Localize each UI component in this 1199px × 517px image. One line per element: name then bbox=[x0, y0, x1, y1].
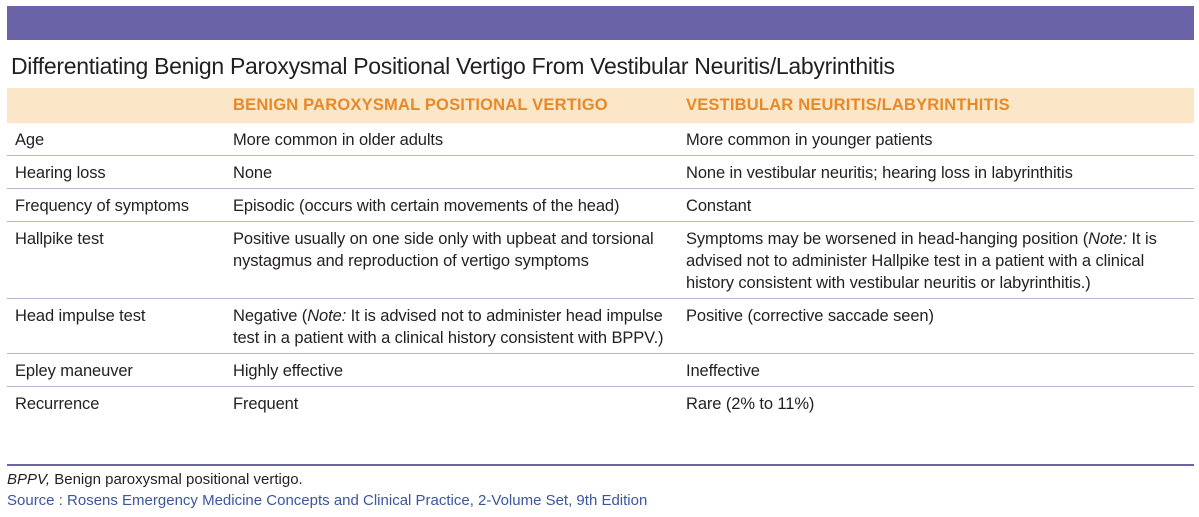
header-bppv: BENIGN PAROXYSMAL POSITIONAL VERTIGO bbox=[225, 88, 678, 123]
footnote bbox=[7, 471, 303, 488]
table-row bbox=[7, 156, 1194, 189]
vn-cell: More common in younger patients bbox=[678, 123, 1194, 156]
vn-text-suffix: It is advised not to administer Hallpike test in a patient with a clinical history consistent with vestibular neuritis or labyrinthitis.) bbox=[686, 230, 1157, 292]
row-label: Age bbox=[7, 123, 225, 156]
vn-cell: Ineffective bbox=[678, 354, 1194, 387]
table-row bbox=[7, 354, 1194, 387]
bppv-cell: Frequent bbox=[233, 395, 299, 413]
comparison-table bbox=[7, 88, 1194, 419]
table-row bbox=[7, 189, 1194, 222]
bottom-rule bbox=[7, 464, 1194, 466]
bppv-cell: Episodic (occurs with certain movements of the head) bbox=[225, 189, 678, 222]
row-label: Frequency of symptoms bbox=[7, 189, 225, 222]
bppv-text-suffix: It is advised not to administer head impulse test in a patient with a clinical history consistent with BPPV.) bbox=[233, 307, 664, 347]
row-label: Recurrence bbox=[15, 395, 100, 413]
row-label: Hallpike test bbox=[7, 222, 225, 299]
bppv-cell: Positive usually on one side only with upbeat and torsional nystagmus and reproduction of vertigo symptoms bbox=[225, 222, 678, 299]
table-row bbox=[7, 222, 1194, 299]
footnote-abbreviation: BPPV, bbox=[7, 471, 51, 488]
row-label: Head impulse test bbox=[7, 299, 225, 354]
row-label: Hearing loss bbox=[7, 156, 225, 189]
footnote-text: Benign paroxysmal positional vertigo. bbox=[50, 471, 303, 488]
bppv-text-prefix: Negative ( bbox=[233, 307, 308, 325]
vn-cell: None in vestibular neuritis; hearing loss in labyrinthitis bbox=[678, 156, 1194, 189]
note-label: Note: bbox=[1088, 230, 1128, 248]
source-citation: Source : Rosens Emergency Medicine Concepts and Clinical Practice, 2-Volume Set, 9th Edition bbox=[7, 492, 648, 509]
vn-cell: Positive (corrective saccade seen) bbox=[678, 299, 1194, 354]
bppv-cell: Highly effective bbox=[225, 354, 678, 387]
bppv-cell bbox=[225, 299, 678, 354]
vn-text-prefix: Symptoms may be worsened in head-hanging position ( bbox=[686, 230, 1089, 248]
bppv-cell: None bbox=[225, 156, 678, 189]
note-label: Note: bbox=[307, 307, 347, 325]
table-title: Differentiating Benign Paroxysmal Positional Vertigo From Vestibular Neuritis/Labyrinthitis bbox=[11, 53, 895, 79]
vn-cell: Constant bbox=[678, 189, 1194, 222]
header-row bbox=[7, 88, 1194, 123]
bppv-cell: More common in older adults bbox=[225, 123, 678, 156]
row-label: Epley maneuver bbox=[7, 354, 225, 387]
header-vestibular-neuritis: VESTIBULAR NEURITIS/LABYRINTHITIS bbox=[678, 88, 1194, 123]
top-color-band bbox=[7, 6, 1194, 40]
table-row bbox=[7, 299, 1194, 354]
header-empty bbox=[7, 88, 225, 123]
vn-cell: Rare (2% to 11%) bbox=[686, 395, 815, 413]
table-row bbox=[7, 123, 1194, 156]
vn-cell bbox=[678, 222, 1194, 299]
table-row bbox=[7, 387, 1194, 420]
